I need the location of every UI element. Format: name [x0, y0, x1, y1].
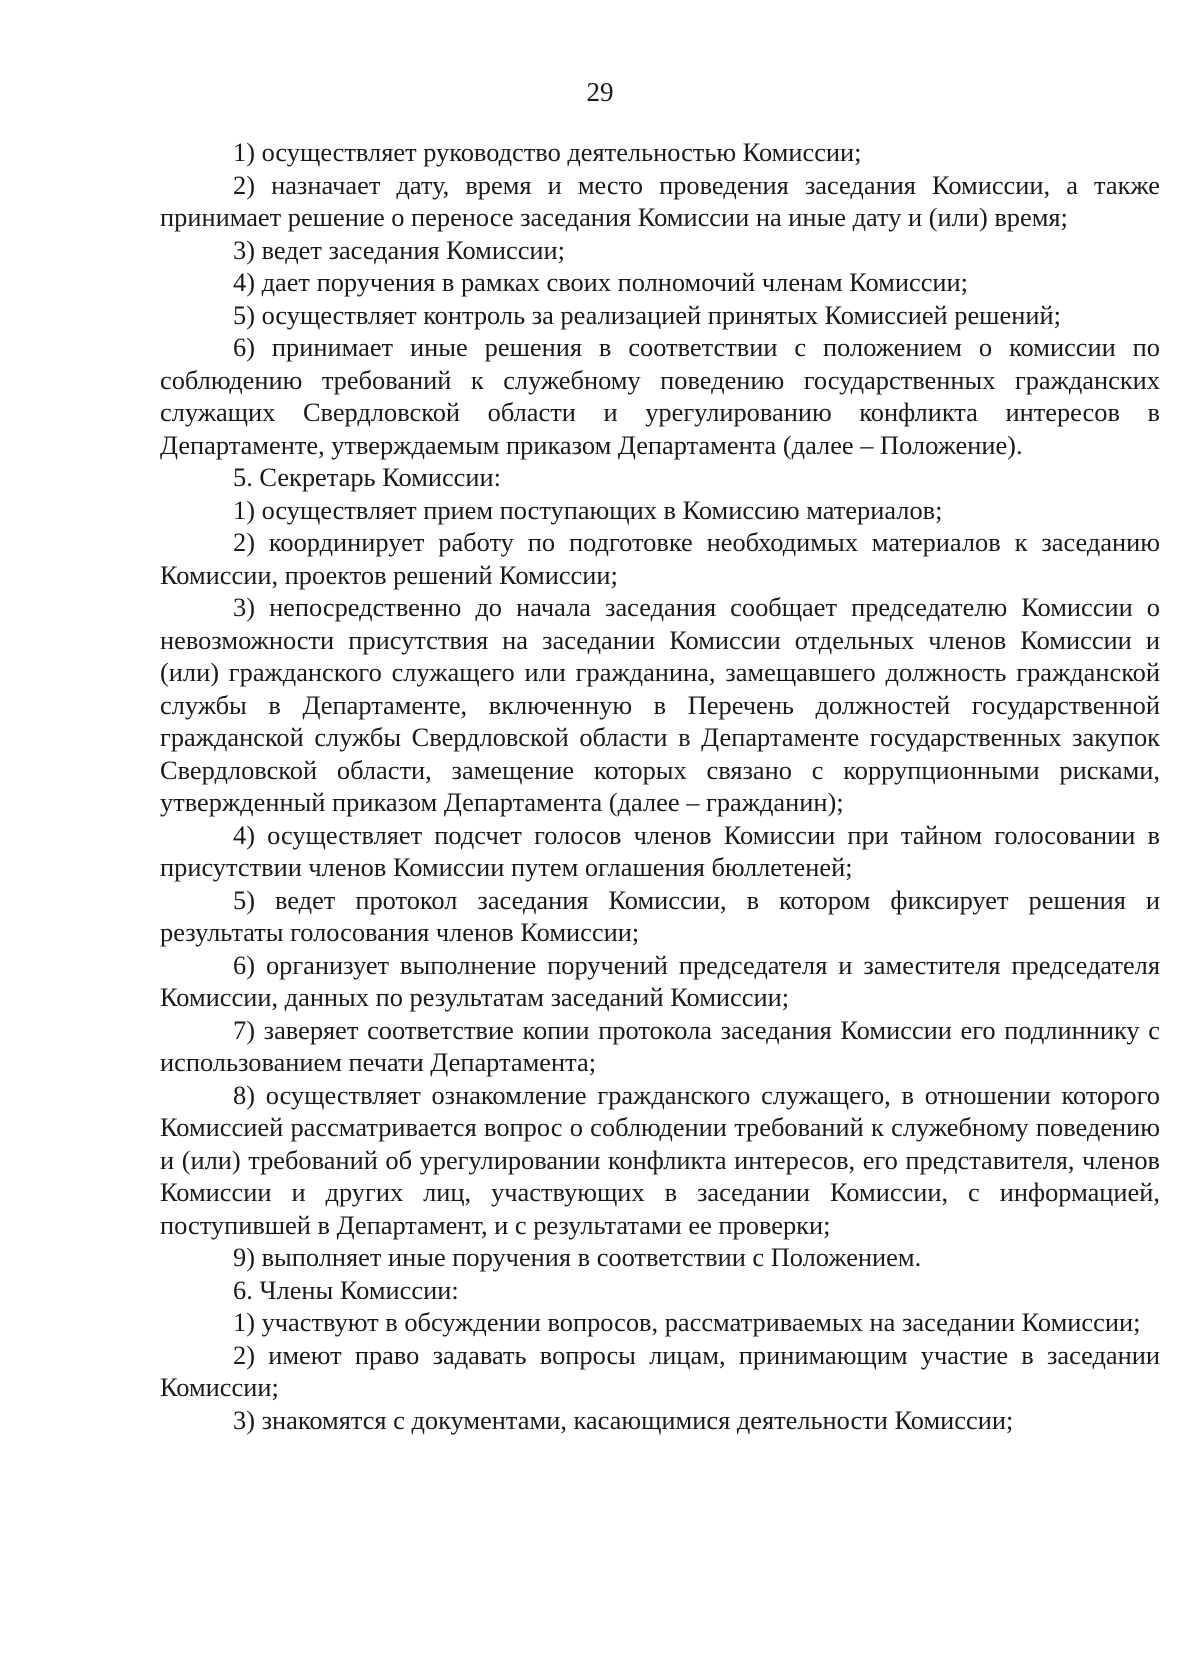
paragraph: 4) дает поручения в рамках своих полномочий членам Комиссии; — [233, 267, 968, 297]
paragraph: 9) выполняет иные поручения в соответствии с Положением. — [233, 1242, 922, 1272]
paragraph: 2) координирует работу по подготовке необходимых материалов к заседанию Комиссии, проектов решений Комиссии; — [160, 527, 1160, 590]
paragraph: 4) осуществляет подсчет голосов членов Комиссии при тайном голосовании в присутствии членов Комиссии путем оглашения бюллетеней; — [160, 819, 1160, 882]
paragraph: 1) осуществляет руководство деятельностью Комиссии; — [233, 137, 862, 167]
section-heading: 6. Члены Комиссии: — [233, 1274, 459, 1305]
paragraph: 1) участвуют в обсуждении вопросов, рассматриваемых на заседании Комиссии; — [233, 1307, 1141, 1337]
paragraph: 2) назначает дату, время и место проведения заседания Комиссии, а также принимает решение о переносе заседания Комиссии на иные дату и (или) время; — [160, 169, 1160, 232]
paragraph: 6) организует выполнение поручений председателя и заместителя председателя Комиссии, данных по результатам заседаний Комиссии; — [160, 949, 1160, 1012]
paragraph: 3) непосредственно до начала заседания сообщает председателю Комиссии о невозможности присутствия на заседании Комиссии отдельных членов Комиссии и (или) гражданского служащего или гражданина, замещавшего должность гражданской службы в Департаменте, включенную в Перечень должностей государственной гражданской службы Свердловской области в Департаменте государственных закупок Свердловской области, замещение которых связано с коррупционными рисками, утвержденный приказом Департамента (далее – гражданин); — [160, 592, 1160, 817]
paragraph: 5) ведет протокол заседания Комиссии, в котором фиксирует решения и результаты голосования членов Комиссии; — [160, 884, 1160, 947]
document-body — [160, 136, 1160, 1436]
paragraph: 6) принимает иные решения в соответствии с положением о комиссии по соблюдению требований к служебному поведению государственных гражданских служащих Свердловской области и урегулированию конфликта интересов в Департаменте, утверждаемым приказом Департамента (далее – Положение). — [160, 332, 1160, 460]
paragraph: 7) заверяет соответствие копии протокола заседания Комиссии его подлиннику с использованием печати Департамента; — [160, 1014, 1160, 1077]
paragraph: 8) осуществляет ознакомление гражданского служащего, в отношении которого Комиссией рассматривается вопрос о соблюдении требований к служебному поведению и (или) требований об урегулировании конфликта интересов, его представителя, членов Комиссии и других лиц, участвующих в заседании Комиссии, с информацией, поступившей в Департамент, и с результатами ее проверки; — [160, 1079, 1160, 1240]
page-number: 29 — [586, 77, 614, 107]
paragraph: 5) осуществляет контроль за реализацией принятых Комиссией решений; — [233, 299, 1061, 330]
paragraph: 3) ведет заседания Комиссии; — [233, 234, 565, 265]
section-heading: 5. Секретарь Комиссии: — [233, 462, 501, 492]
paragraph: 3) знакомятся с документами, касающимися деятельности Комиссии; — [233, 1404, 1014, 1435]
paragraph: 1) осуществляет прием поступающих в Комиссию материалов; — [233, 494, 943, 525]
paragraph: 2) имеют право задавать вопросы лицам, принимающим участие в заседании Комиссии; — [160, 1339, 1160, 1402]
